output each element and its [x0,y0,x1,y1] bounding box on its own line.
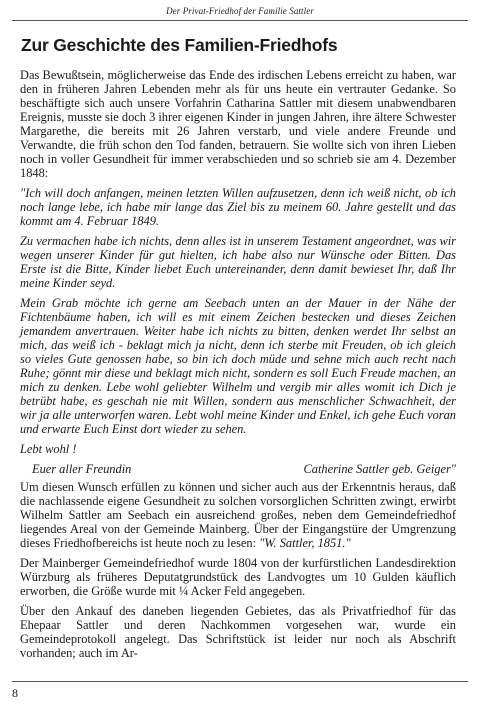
footer-rule [12,681,468,682]
quote-paragraph-3: Mein Grab möchte ich gerne am Seebach unten an der Mauer in der Nähe der Fichtenbäume haben, ich will es mit einem Zeichen bestecken und dieses Zeichen jemandem anvertrauen. Weiter habe ich nichts zu bitten, denken werdet Ihr selbst an mich, das weiß ich - beklagt mich ja nicht, denn ich sterbe mit Freuden, ob ich gleich so vieles Gute genossen habe, so bin ich doch müde und sehne mich auch recht nach Ruhe; gönnt mir diese und beklagt mich nicht, sondern es soll Euch Freude machen, an mich zu denken. Lebe wohl geliebter Wilhelm und vergib mir alles womit ich Dich je betrübt habe, es geschah nie mit Willen, sondern aus menschlicher Schwachheit, der wir ja alle unterworfen waren. Lebt wohl meine Kinder und Enkel, ich gehe Euch voran und erwarte Euch Einst dort wieder zu sehen. [20,296,456,436]
signature-left: Euer aller Freundin [32,462,132,476]
body-text [20,68,456,666]
inscription-quote: "W. Sattler, 1851." [259,536,351,550]
running-title: Der Privat-Friedhof der Familie Sattler [166,6,314,16]
header-rule [12,20,468,21]
signature-row [32,462,456,476]
quote-paragraph-1: "Ich will doch anfangen, meinen letzten Willen aufzusetzen, denn ich weiß nicht, ob ich noch lange lebe, ich habe mir lange das Ziel bis zu meinem 60. Jahre gestellt und das kommt am 4. Februar 1849. [20,186,456,228]
paragraph-4: Über den Ankauf des daneben liegenden Gebietes, das als Privatfriedhof für das Ehepaar Sattler und deren Nachkommen vorgesehen war, wurde ein Gemeindeprotokoll angelegt. Das Schriftstück ist leider nur noch als Abschrift vorhanden; auch im Ar- [20,604,456,660]
quote-paragraph-2: Zu vermachen habe ich nichts, denn alles ist in unserem Testament angeordnet, was wir wegen unserer Kinder für gut hielten, ich habe also nur Wünsche oder Bitten. Das Erste ist die Bitte, Kinder liebet Euch untereinander, denn damit bewieset Ihr, daß Ihr meine Kinder seyd. [20,234,456,290]
page-number: 8 [12,686,18,700]
page-title: Zur Geschichte des Familien-Friedhofs [21,35,338,55]
quote-closing: Lebt wohl ! [20,442,77,456]
paragraph-2-text: Um diesen Wunsch erfüllen zu können und sicher auch aus der Erkenntnis heraus, daß die nachlassende eigene Gesundheit zu solchen vorsorglichen Schritten zwingt, erwirbt Wilhelm Sattler am Seebach ein ausreichend großes, neben dem Gemeindefriedhof liegendes Areal von der Gemeinde Mainberg. Über der Eingangstüre der Umgrenzung dieses Friedhofbereichs ist heute noch zu lesen: [20,480,456,550]
intro-paragraph: Das Bewußtsein, möglicherweise das Ende des irdischen Lebens erreicht zu haben, war den in früheren Jahren Lebenden mehr als für uns heute ein vertrauter Gedanke. So beschäftigte sich auch unsere Vorfahrin Catharina Sattler mit diesem unabwendbaren Ereignis, musste sie doch 3 ihrer eigenen Kinder in jungen Jahren, ihre ältere Schwester Margarethe, die bereits mit 26 Jahren verstarb, und viele andere Freunde und Verwandte, die früh schon den Tod fanden, betrauern. Sie wollte sich von ihren Lieben noch in voller Gesundheit für immer verabschieden und so schrieb sie am 4. Dezember 1848: [20,68,456,180]
paragraph-3: Der Mainberger Gemeindefriedhof wurde 1804 von der kurfürstlichen Landesdirektion Würzburg als früheres Deputatgrundstück des Landvogtes um 10 Gulden käuflich erworben, die Größe wurde mit ¼ Acker Feld angegeben. [20,556,456,598]
paragraph-2 [20,480,456,550]
signature-right: Catherine Sattler geb. Geiger" [303,462,456,476]
